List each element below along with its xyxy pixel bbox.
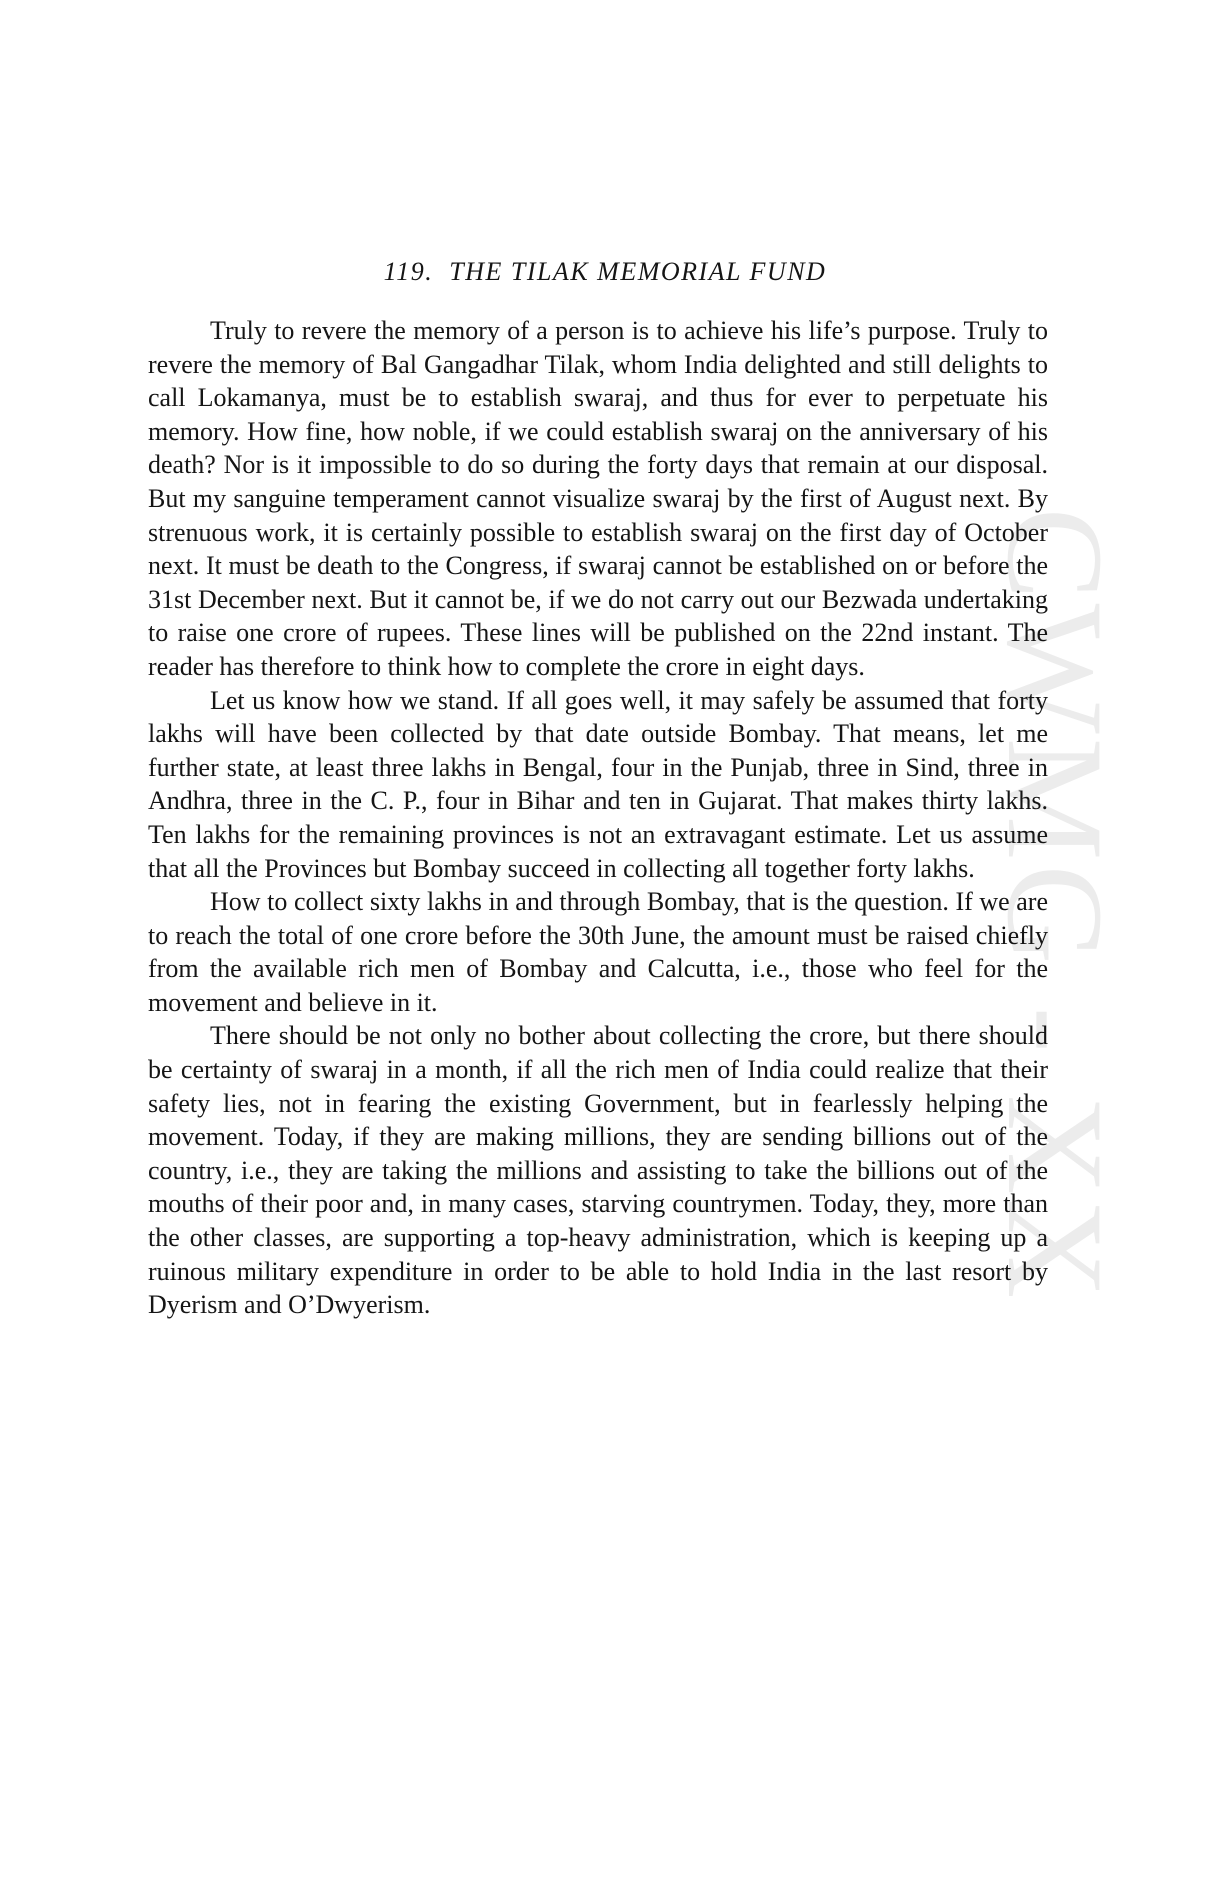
paragraph-1: Truly to revere the memory of a person is to achieve his life’s purpose. Truly to revere the memory of Bal Gangadhar Tilak, whom India delighted and still delights to call Lokamanya, must be to establish swaraj, and thus for ever to perpetuate his memory. How fine, how noble, if we could establish swaraj on the anniversary of his death? Nor is it impossible to do so during the forty days that remain at our disposal. But my sanguine temperament cannot visualize swaraj by the first of August next. By strenuous work, it is certainly possible to establish swaraj on the first day of October next. It must be death to the Congress, if swaraj cannot be established on or before the 31st December next. But it cannot be, if we do not carry out our Bezwada undertaking to raise one crore of rupees. These lines will be published on the 22nd instant. The reader has therefore to think how to complete the crore in eight days. xyxy=(148,316,1048,681)
article xyxy=(148,252,1048,1322)
watermark: CWMG - XX xyxy=(979,507,1132,1303)
paragraph-4: There should be not only no bother about collecting the crore, but there should be certainty of swaraj in a month, if all the rich men of India could realize that their safety lies, not in fearing the existing Government, but in fearlessly helping the movement. Today, if they are making millions, they are sending billions out of the country, i.e., they are taking the millions and assisting to take the billions out of the mouths of their poor and, in many cases, starving countrymen. Today, they, more than the other classes, are supporting a top-heavy administration, which is keeping up a ruinous military expenditure in order to be able to hold India in the last resort by Dyerism and O’Dwyerism. xyxy=(148,1021,1048,1320)
paragraph-2: Let us know how we stand. If all goes well, it may safely be assumed that forty lakhs will have been collected by that date outside Bombay. That means, let me further state, at least three lakhs in Bengal, four in the Punjab, three in Sind, three in Andhra, three in the C. P., four in Bihar and ten in Gujarat. That makes thirty lakhs. Ten lakhs for the remaining provinces is not an extravagant estimate. Let us assume that all the Provinces but Bombay succeed in collecting all together forty lakhs. xyxy=(148,685,1048,883)
paragraph-3: How to collect sixty lakhs in and through Bombay, that is the question. If we are to reach the total of one crore before the 30th June, the amount must be raised chiefly from the available rich men of Bombay and Calcutta, i.e., those who feel for the movement and believe in it. xyxy=(148,887,1048,1017)
article-heading xyxy=(148,252,1048,292)
article-title: THE TILAK MEMORIAL FUND xyxy=(449,257,827,286)
article-number: 119. xyxy=(383,257,434,286)
